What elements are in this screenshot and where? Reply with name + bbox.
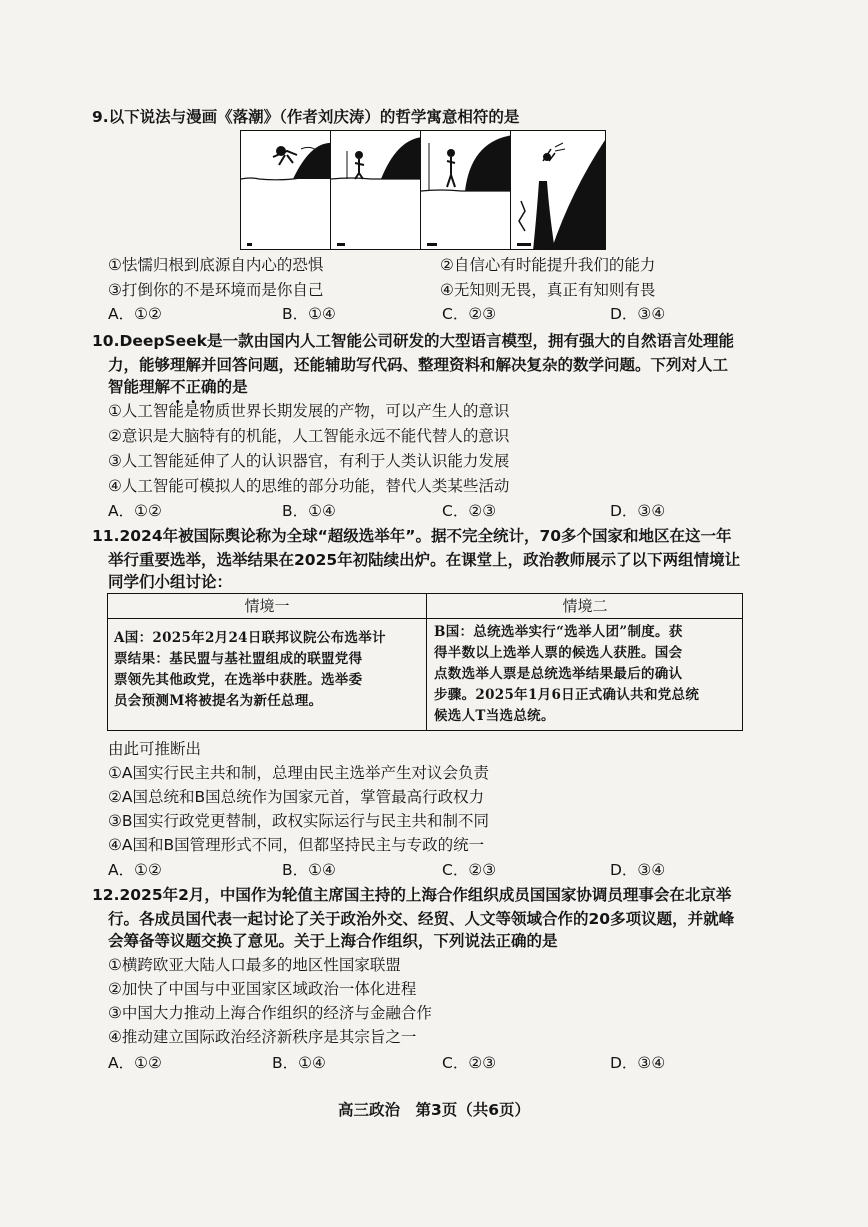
q11-option-a[interactable]: A．①② — [108, 861, 162, 879]
q11-statement-3: ③B国实行政党更替制，政权实际运行与民主共和制不同 — [108, 812, 490, 830]
q10-option-c[interactable]: C．②③ — [442, 502, 497, 520]
q9-option-d[interactable]: D．③④ — [610, 305, 666, 323]
q10-option-a[interactable]: A．①② — [108, 502, 162, 520]
q11-option-c[interactable]: C．②③ — [442, 861, 497, 879]
q12-option-c[interactable]: C．②③ — [442, 1054, 497, 1072]
q10-statement-2: ②意识是大脑特有的机能，人工智能永远不能代替人的意识 — [108, 427, 510, 445]
q11-statement-4: ④A国和B国管理形式不同，但都坚持民主与专政的统一 — [108, 836, 485, 854]
q11-stem-line-2: 举行重要选举，选举结果在2025年初陆续出炉。在课堂上，政治教师展示了以下两组情境让 — [108, 551, 741, 569]
q10-statement-4: ④人工智能可模拟人的思维的部分功能，替代人类某些活动 — [108, 477, 510, 495]
q9-statement-1: ①怯懦归根到底源自内心的恐惧 — [108, 256, 324, 274]
q10-emphasis-char: 正 — [185, 378, 202, 396]
q12-option-a[interactable]: A．①② — [108, 1054, 162, 1072]
q11-stem-line-1: 11.2024年被国际舆论称为全球“超级选举年”。据不完全统计，70多个国家和地区在这一年 — [92, 527, 732, 545]
q12-stem-line-3: 会筹备等议题交换了意见。关于上海合作组织，下列说法正确的是 — [108, 932, 558, 950]
table-header-2: 情境二 — [562, 597, 608, 615]
q10-stem-line-2: 力，能够理解并回答问题，还能辅助写代码、整理资料和解决复杂的数学问题。下列对人工 — [108, 356, 729, 374]
comic-panel-3 — [420, 130, 512, 250]
q9-statement-3: ③打倒你的不是环境而是你自己 — [108, 281, 324, 299]
q12-statement-4: ④推动建立国际政治经济新秩序是其宗旨之一 — [108, 1028, 417, 1046]
table-cell-scenario-1: A国：2025年2月24日联邦议院公布选举计 票结果：基民盟与基社盟组成的联盟党得 票领先其他政党，在选举中获胜。选举委 员会预测M将被提名为新任总理。 — [114, 630, 386, 709]
comic-panel-1 — [240, 130, 332, 250]
q11-statement-1: ①A国实行民主共和制，总理由民主选举产生对议会负责 — [108, 764, 490, 782]
page-footer: 高三政治 第3页（共6页） — [337, 1101, 531, 1119]
q10-option-d[interactable]: D．③④ — [610, 502, 666, 520]
q11-option-b[interactable]: B．①④ — [282, 861, 336, 879]
q9-statement-4: ④无知则无畏，真正有知则有畏 — [440, 281, 656, 299]
q9-option-c[interactable]: C．②③ — [442, 305, 497, 323]
q11-stem-line-3: 同学们小组讨论： — [108, 573, 233, 591]
table-header-1: 情境一 — [244, 597, 290, 615]
q12-statement-3: ③中国大力推动上海合作组织的经济与金融合作 — [108, 1004, 432, 1022]
q12-stem-line-2: 行。各成员国代表一起讨论了关于政治外交、经贸、人文等领域合作的20多项议题，并就峰 — [108, 910, 735, 928]
comic-panel-4 — [510, 130, 606, 250]
q11-lead: 由此可推断出 — [108, 740, 202, 758]
q10-emphasis-char: 确 — [201, 378, 217, 396]
q9-option-a[interactable]: A．①② — [108, 305, 162, 323]
q9-stem: 9.以下说法与漫画《落潮》（作者刘庆涛）的哲学寓意相符的是 — [92, 108, 520, 126]
q12-option-d[interactable]: D．③④ — [610, 1054, 666, 1072]
q9-option-b[interactable]: B．①④ — [282, 305, 336, 323]
comic-panel-2 — [330, 130, 422, 250]
q10-stem-text: 智能理解 — [108, 378, 171, 396]
q10-option-b[interactable]: B．①④ — [282, 502, 336, 520]
q10-stem-line-3 — [108, 376, 248, 398]
q12-statement-2: ②加快了中国与中亚国家区域政治一体化进程 — [108, 980, 417, 998]
table-cell-scenario-2: B国：总统选举实行“选举人团”制度。获 得半数以上选举人票的候选人获胜。国会 点数选举人票是总统选举结果最后的确认 步骤。2025年1月6日正式确认共和党总统 候选人T当选总统。 — [434, 624, 700, 724]
q12-option-b[interactable]: B．①④ — [272, 1054, 326, 1072]
q10-statement-1: ①人工智能是物质世界长期发展的产物，可以产生人的意识 — [108, 402, 510, 420]
q10-stem-line-1: 10.DeepSeek是一款由国内人工智能公司研发的大型语言模型，拥有强大的自然语言处理能 — [92, 332, 734, 350]
q11-option-d[interactable]: D．③④ — [610, 861, 666, 879]
scenario-table — [107, 593, 743, 731]
q9-statement-2: ②自信心有时能提升我们的能力 — [440, 256, 656, 274]
q11-statement-2: ②A国总统和B国总统作为国家元首，掌管最高行政权力 — [108, 788, 485, 806]
q10-stem-text: 的是 — [216, 378, 248, 396]
comic-luochao — [240, 130, 606, 250]
q12-statement-1: ①横跨欧亚大陆人口最多的地区性国家联盟 — [108, 956, 401, 974]
q12-stem-line-1: 12.2025年2月，中国作为轮值主席国主持的上海合作组织成员国国家协调员理事会在北京举 — [92, 886, 732, 904]
q10-statement-3: ③人工智能延伸了人的认识器官，有利于人类认识能力发展 — [108, 452, 510, 470]
q10-emphasis-char: 不 — [170, 378, 186, 396]
